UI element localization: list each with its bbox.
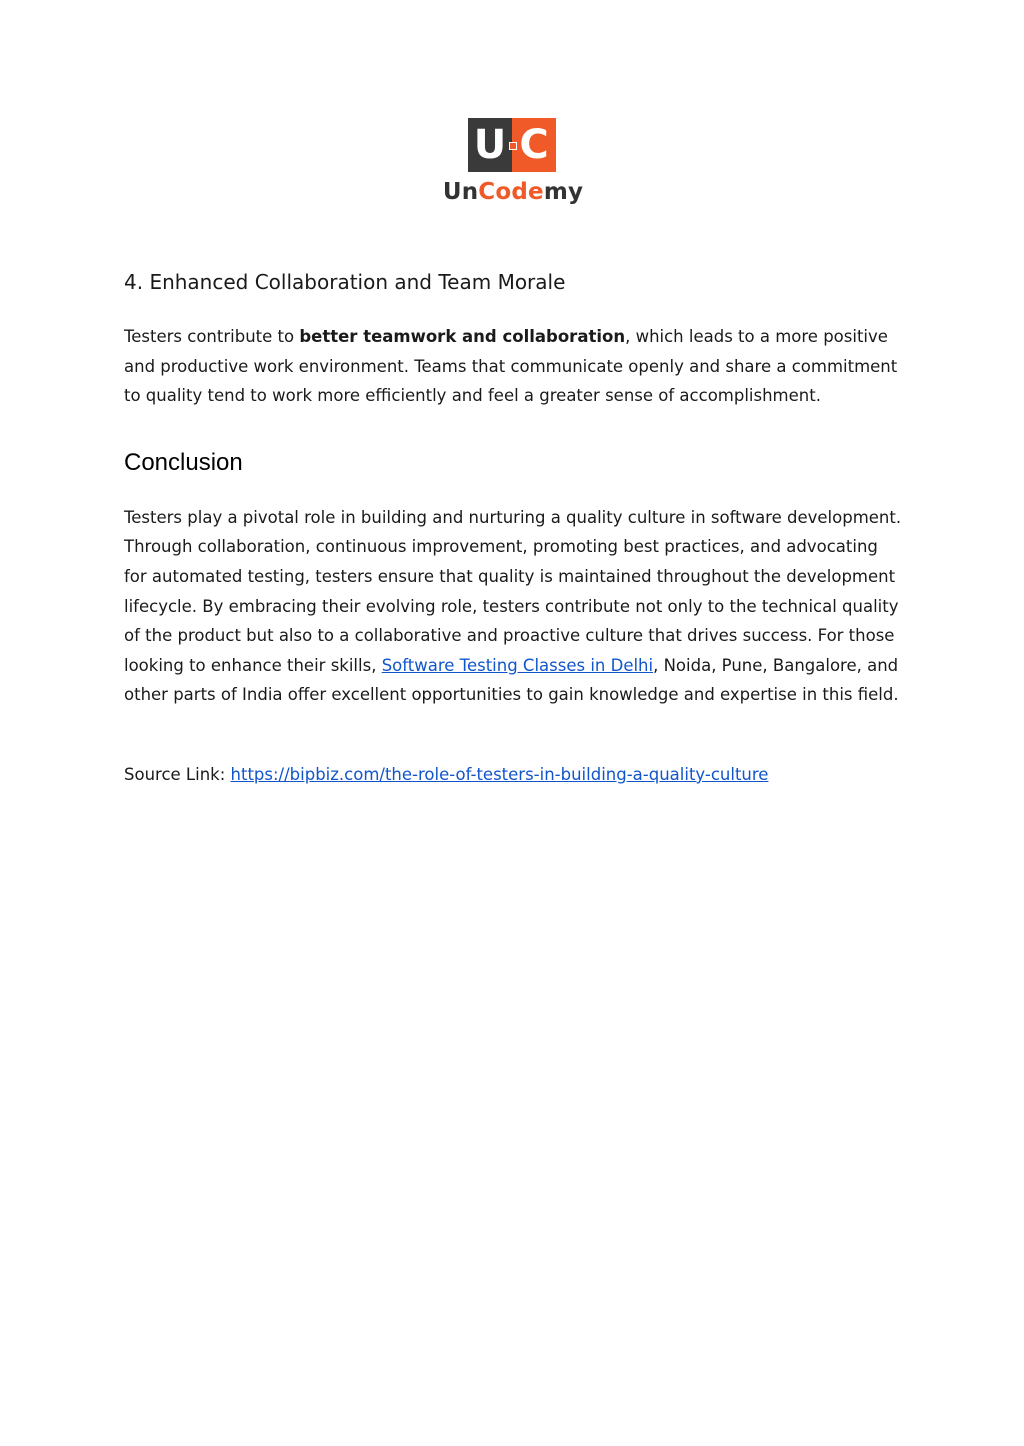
software-testing-classes-link[interactable]: Software Testing Classes in Delhi: [381, 655, 654, 675]
logo-word-my: my: [543, 179, 584, 205]
source-line: [124, 760, 904, 790]
logo-mark: [468, 118, 556, 172]
document-body: [124, 264, 904, 790]
uncodemy-logo: [440, 118, 586, 210]
collaboration-paragraph: [124, 322, 904, 411]
logo-word-code: Code: [478, 179, 544, 205]
conclusion-text-before: Testers play a pivotal role in building and nurturing a quality culture in software development. Through collaboration, continuous improvement, promoting best practices, and advocating for automated testing, testers ensure that quality is maintained throughout the development lifecycle. By embracing their evolving role, testers contribute not only to the technical quality of the product but also to a collaborative and proactive culture that drives success. For those looking to enhance their skills,: [124, 507, 902, 675]
logo-c-letter: C: [512, 118, 556, 172]
logo-u-letter: U: [468, 118, 512, 172]
logo-wordmark: [440, 176, 586, 208]
source-label: Source Link:: [124, 764, 231, 784]
source-link[interactable]: https://bipbiz.com/the-role-of-testers-in-building-a-quality-culture: [230, 764, 769, 784]
conclusion-text-after: , Noida, Pune, Bangalore, and other parts of India offer excellent opportunities to gain knowledge and expertise in this field.: [124, 655, 899, 705]
logo-word-un: Un: [442, 179, 479, 205]
conclusion-heading: Conclusion: [124, 448, 243, 476]
section-heading-collaboration: 4. Enhanced Collaboration and Team Morale: [124, 270, 566, 294]
collaboration-text-after: , which leads to a more positive and productive work environment. Teams that communicate openly and share a commitment to quality tend to work more efficiently and feel a greater sense of accomplishment.: [124, 327, 898, 406]
collaboration-text-before: Testers contribute to: [124, 327, 300, 346]
conclusion-paragraph: [124, 503, 904, 710]
collaboration-bold-text: better teamwork and collaboration: [299, 327, 626, 346]
logo-dot-icon: [509, 142, 517, 150]
